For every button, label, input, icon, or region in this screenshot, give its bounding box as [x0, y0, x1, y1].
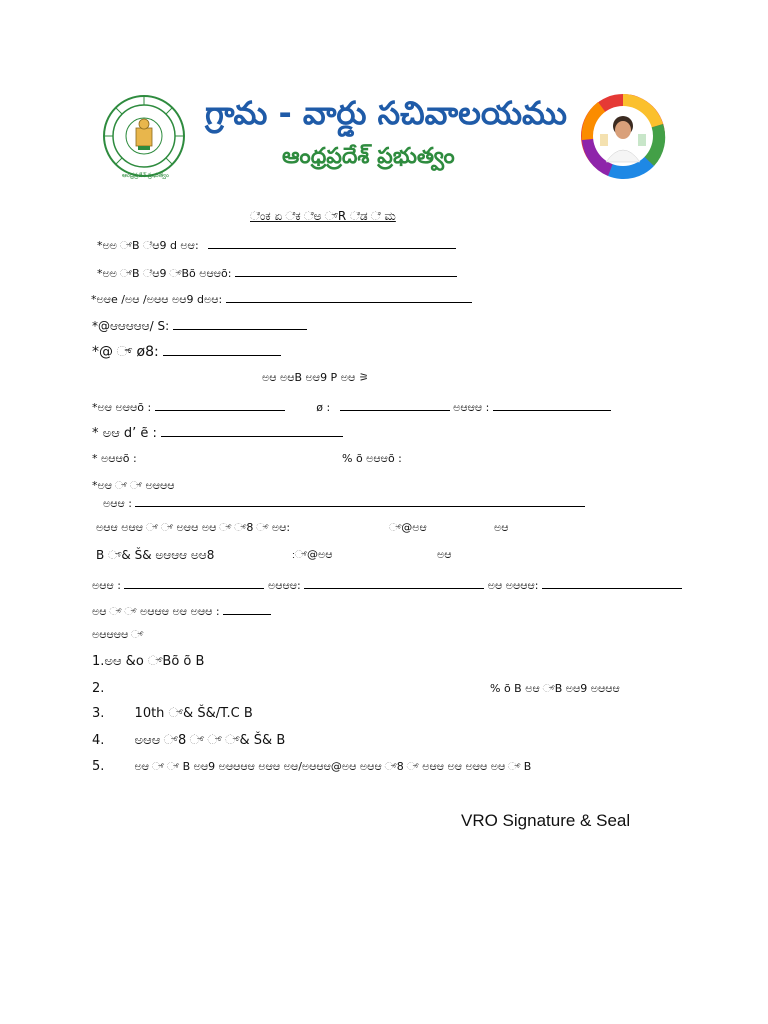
field-row-6 — [92, 398, 611, 415]
field-row-8a — [92, 452, 137, 466]
list-number: 4. — [92, 733, 105, 748]
row-4 — [92, 602, 271, 619]
ap-state-emblem-icon — [98, 94, 190, 184]
field-line-6b[interactable] — [340, 398, 450, 411]
field-line-9[interactable] — [135, 494, 585, 507]
row-3a-label: ಅಆಆ : — [92, 579, 121, 592]
row-4-line[interactable] — [223, 602, 271, 615]
field-row-9b — [103, 494, 585, 511]
row-1c: ಅಆ — [494, 521, 509, 534]
field-label-6a: *ಅಆ ಅಆಆõ : — [92, 401, 152, 414]
navaratnalu-logo-icon — [580, 90, 666, 188]
field-line-5[interactable] — [163, 343, 281, 356]
emblem-caption: ఆంధ్రప్రదేశ్ ప్రభుత్వం — [122, 172, 169, 179]
field-label-1: *ಅಅ ್B ೆಆ9 d ಅಆ: — [97, 239, 199, 252]
field-label-5: *@ ್ ø8: — [92, 344, 159, 360]
field-row-5 — [92, 343, 281, 360]
row-2a: B ್& Š& ಅಆಆಆ ಅಆ8 — [96, 548, 215, 562]
field-row-1 — [97, 236, 456, 253]
row-3b-label: ಅಆಆಆ: — [267, 579, 301, 592]
row-3a-line[interactable] — [124, 576, 264, 589]
signature-label: VRO Signature & Seal — [461, 811, 631, 830]
row-1a: ಅಆಆ ಅಆಆ ್ ್ ಅಆಆ ಅಆ ್ ್8 ್ ಅಆ: — [96, 521, 291, 534]
field-line-6c[interactable] — [493, 398, 611, 411]
row-2c: ಅಆ — [437, 548, 452, 561]
form-title: ೆಂಕ ಏ ೆಕ ೆಅ ್R ೆಡ ೆ ಮ — [250, 209, 396, 223]
section-heading: ಅಆ ಅಆB ಅಆ9 P ಅಆ ⚞ — [262, 371, 369, 384]
field-label-6b: ø : — [316, 401, 331, 414]
list-number: 3. — [92, 706, 105, 721]
field-label-8a: * ಅಆಆõ : — [92, 452, 137, 465]
field-label-6c: ಅಆಆಆ : — [453, 401, 490, 414]
list-number: 1. — [92, 654, 105, 669]
field-row-7 — [92, 424, 343, 441]
field-line-6a[interactable] — [155, 398, 285, 411]
documents-label: ಅಆಆಆಆ ್ — [92, 628, 144, 641]
page-title: గ్రామ - వార్డు సచివాలయము — [205, 94, 567, 132]
list-text: ಅಆಆ ್8 ್ ್ ್& Š& B — [134, 733, 286, 748]
row-2b: :್@ಅಆ — [292, 548, 333, 561]
field-label-4: *@ಆಆಆಆಆ/ S: — [92, 319, 170, 333]
field-label-7: * ಅಆ d’ ẽ : — [92, 426, 157, 441]
list-text: % õ B ಅಆ ್B ಅಆ9 ಅಆಆಆ — [490, 682, 620, 695]
row-1b: ್@ಅಆ — [389, 521, 427, 534]
field-line-4[interactable] — [173, 317, 307, 330]
field-label-3: *ಅಆe /ಅಆ /ಅಆಆ ಅಆ9 dಅಆ: — [91, 293, 223, 306]
field-row-4 — [92, 317, 307, 334]
list-number: 2. — [92, 681, 105, 696]
row-3b-line[interactable] — [304, 576, 484, 589]
list-text: ಅಆ ್ ್ B ಅಆ9 ಅಆಆಆಆ ಅಆಆ ಅಆ/ಅಆಆಆ@ಅಆ ಅಆಆ ್8 ್ ಅಆಆ ಅಆ ಅಆಆ ಅಆ ್ B — [134, 760, 532, 773]
list-text: ಅಆ &o ್Bõ õ B — [104, 654, 205, 669]
field-line-2[interactable] — [235, 264, 457, 277]
field-row-3 — [91, 290, 472, 307]
field-row-2 — [97, 264, 457, 281]
field-line-7[interactable] — [161, 424, 343, 437]
field-line-1[interactable] — [208, 236, 456, 249]
list-text: 10th ್& Š&/T.C B — [134, 706, 253, 721]
list-item — [92, 654, 204, 669]
field-line-3[interactable] — [226, 290, 472, 303]
field-label-9: *ಅಆ ್ ್ ಅಆಆಆ — [92, 479, 175, 492]
list-number: 5. — [92, 759, 105, 774]
page-subtitle: ఆంధ్రప్రదేశ్ ప్రభుత్వం — [282, 144, 455, 169]
field-label-9b: ಅಆಆ : — [103, 497, 132, 510]
list-item — [92, 733, 285, 748]
field-label-8b: % õ ಅಆಆõ : — [342, 452, 402, 465]
list-item — [92, 681, 104, 696]
field-label-2: *ಅಅ ್B ೆಆ9 ್Bõ ಅಆಆõ: — [97, 267, 232, 280]
row-3c-line[interactable] — [542, 576, 682, 589]
row-4-label: ಅಆ ್ ್ ಅಆಆಆ ಅಆ ಅಆಆ : — [92, 605, 220, 618]
field-row-8b — [342, 452, 402, 466]
row-3 — [92, 576, 682, 593]
list-item — [92, 706, 253, 721]
list-item — [92, 759, 531, 774]
row-3c-label: ಅಆ ಅಆಆಆ: — [487, 579, 539, 592]
